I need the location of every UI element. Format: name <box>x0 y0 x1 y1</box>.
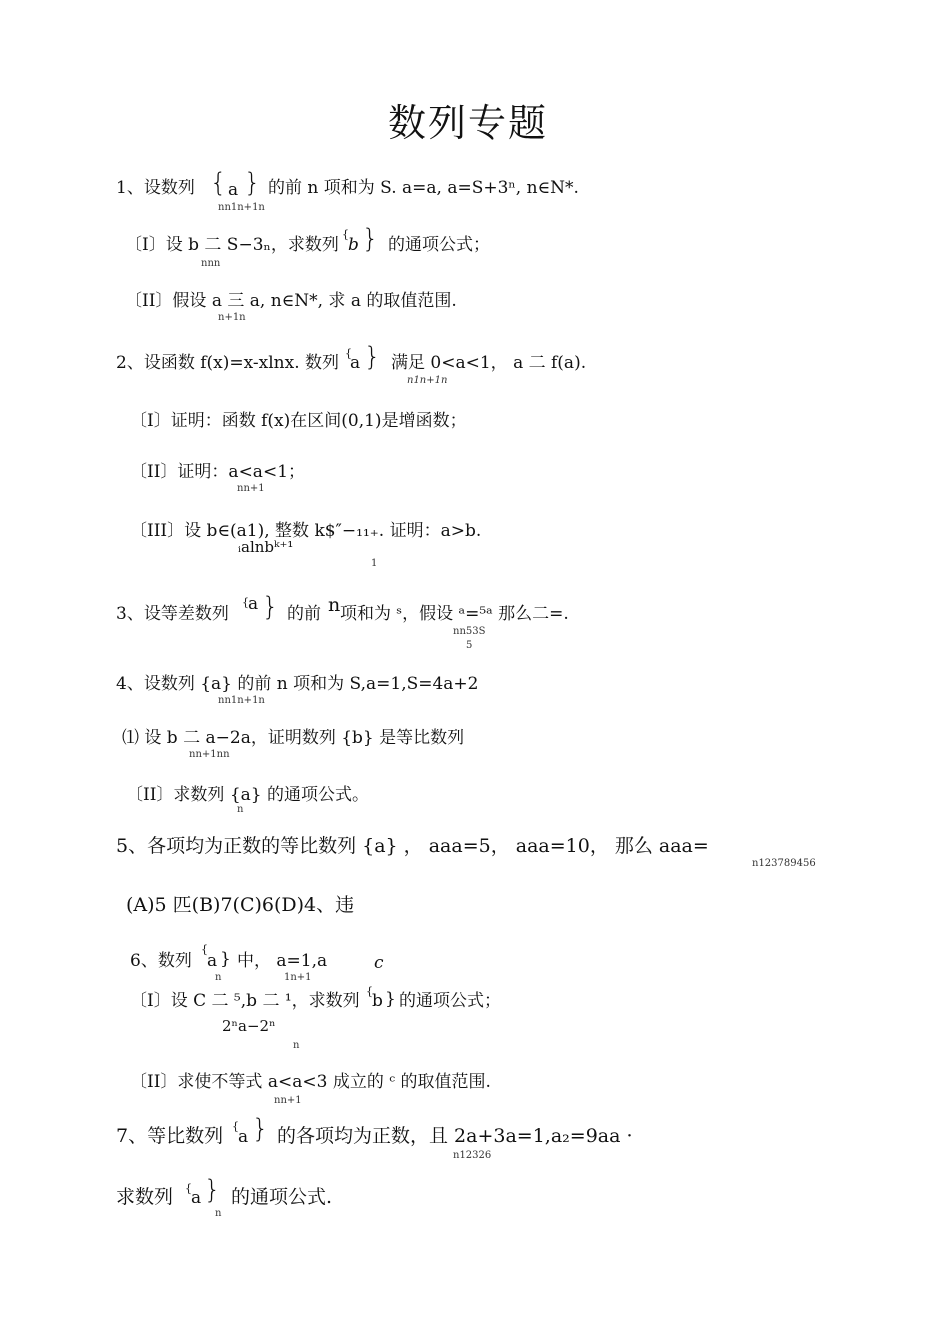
problem-7-head: 7、等比数列 <box>116 1125 224 1147</box>
right-brace: } <box>220 949 231 969</box>
left-brace: { <box>232 1120 239 1133</box>
problem-7-question: 求数列 <box>116 1186 174 1208</box>
left-brace: { <box>342 228 349 241</box>
problem-2-q3: 〔III〕设 b∈(a1), 整数 k$″−₁₁₊. 证明：a>b. <box>130 521 482 541</box>
problem-1-var: a <box>228 180 239 200</box>
problem-3-var: a <box>248 594 259 614</box>
problem-4-q2: 〔II〕求数列 {a} 的通项公式。 <box>126 785 370 805</box>
right-brace: } <box>385 989 396 1009</box>
problem-4-head: 4、设数列 {a} 的前 n 项和为 S,a=1,S=4a+2 <box>116 674 479 694</box>
problem-2-head: 2、设函数 f(x)=x-xlnx. 数列 <box>116 353 340 373</box>
problem-1-q1-subscripts: nnn <box>201 258 221 269</box>
page-title: 数列专题 <box>388 101 549 145</box>
problem-2-q3-fraction: ᵢalnbᵏ⁺¹ <box>238 538 294 556</box>
problem-6-q1-subscript: n <box>293 1040 300 1051</box>
problem-6-c: c <box>374 953 384 973</box>
problem-7-var: a <box>238 1127 249 1147</box>
problem-3-mid: 的前 <box>287 604 321 624</box>
left-brace: { <box>210 168 227 198</box>
problem-6-q1-post: 的通项公式； <box>399 991 501 1011</box>
problem-6-q2-subscripts: nn+1 <box>274 1095 302 1106</box>
problem-1-q2: 〔II〕假设 a 三 a, n∈N*, 求 a 的取值范围. <box>125 291 457 311</box>
right-brace: } <box>362 224 379 254</box>
left-brace: { <box>366 985 373 998</box>
problem-5-subscripts: n123789456 <box>752 858 816 869</box>
right-brace: } <box>262 592 279 622</box>
problem-5-text: 5、各项均为正数的等比数列 {a} ， aaa=5， aaa=10， 那么 aaa= <box>116 835 709 857</box>
problem-2-q2: 〔II〕证明：a<a<1； <box>130 462 306 482</box>
problem-6-subscript: n <box>215 972 222 983</box>
right-brace: } <box>204 1175 221 1205</box>
problem-1-text: 的前 n 项和为 S. a=a, a=S+3ⁿ, n∈N*. <box>268 178 579 198</box>
problem-2-text: 满足 0<a<1， a 二 f(a). <box>391 353 587 373</box>
right-brace: } <box>244 168 261 198</box>
problem-2-q2-subscripts: nn+1 <box>237 483 265 494</box>
problem-7-text: 的各项均为正数，且 2a+3a=1,a₂=9aa · <box>277 1125 633 1147</box>
problem-4-subscripts: nn1n+1n <box>218 695 265 706</box>
problem-7-subscripts: n12326 <box>453 1150 492 1161</box>
problem-6-q1: 〔I〕设 C 二 ⁵,b 二 ¹，求数列 <box>130 991 360 1011</box>
problem-6-q2: 〔II〕求使不等式 a<a<3 成立的 ᶜ 的取值范围. <box>130 1072 491 1092</box>
left-brace: { <box>242 596 249 609</box>
problem-3-text: 项和为 ˢ，假设 ᵃ=⁵ᵃ 那么二=. <box>340 604 569 624</box>
problem-6-text: 中， a=1,a <box>237 951 328 971</box>
problem-7-q-post: 的通项公式. <box>231 1186 333 1208</box>
right-brace: } <box>364 342 381 372</box>
left-brace: { <box>345 347 352 360</box>
problem-3-subscripts: nn53S <box>453 626 486 637</box>
problem-1-q1-var: b <box>348 235 359 255</box>
problem-6-subscripts-2: 1n+1 <box>284 972 312 983</box>
problem-6-var: a <box>207 951 218 971</box>
problem-5-options: (A)5 匹(B)7(C)6(D)4、违 <box>126 894 355 916</box>
problem-7-q-subscript: n <box>215 1208 222 1219</box>
problem-1-q1-pre: 〔I〕设 b 二 S−3ₙ，求数列 <box>125 235 339 255</box>
problem-3-n: n <box>328 594 341 616</box>
right-brace: } <box>252 1114 269 1144</box>
problem-6-q1-var: b <box>372 991 383 1011</box>
problem-6-head: 6、数列 <box>130 951 192 971</box>
problem-2-q1: 〔I〕证明：函数 f(x)在区间(0,1)是增函数； <box>130 411 467 431</box>
problem-3-subscript-2: 5 <box>466 640 473 651</box>
problem-2-subscripts: n1n+1n <box>407 375 448 386</box>
problem-4-q1: ⑴ 设 b 二 a−2a，证明数列 {b} 是等比数列 <box>122 728 465 748</box>
left-brace: { <box>185 1182 192 1195</box>
problem-7-q-var: a <box>191 1188 202 1208</box>
problem-2-var: a <box>350 353 361 373</box>
problem-1-subscripts: nn1n+1n <box>218 202 265 213</box>
problem-2-q3-subscript: 1 <box>371 558 378 569</box>
problem-6-q1-fraction: 2ⁿa−2ⁿ <box>222 1017 276 1035</box>
left-brace: { <box>201 943 208 956</box>
problem-4-q2-subscript: n <box>237 804 244 815</box>
problem-4-q1-subscripts: nn+1nn <box>189 749 230 760</box>
problem-1-q2-subscripts: n+1n <box>218 312 246 323</box>
problem-1-head: 1、设数列 <box>116 178 195 198</box>
problem-3-head: 3、设等差数列 <box>116 604 229 624</box>
problem-1-q1-post: 的通项公式； <box>388 235 490 255</box>
